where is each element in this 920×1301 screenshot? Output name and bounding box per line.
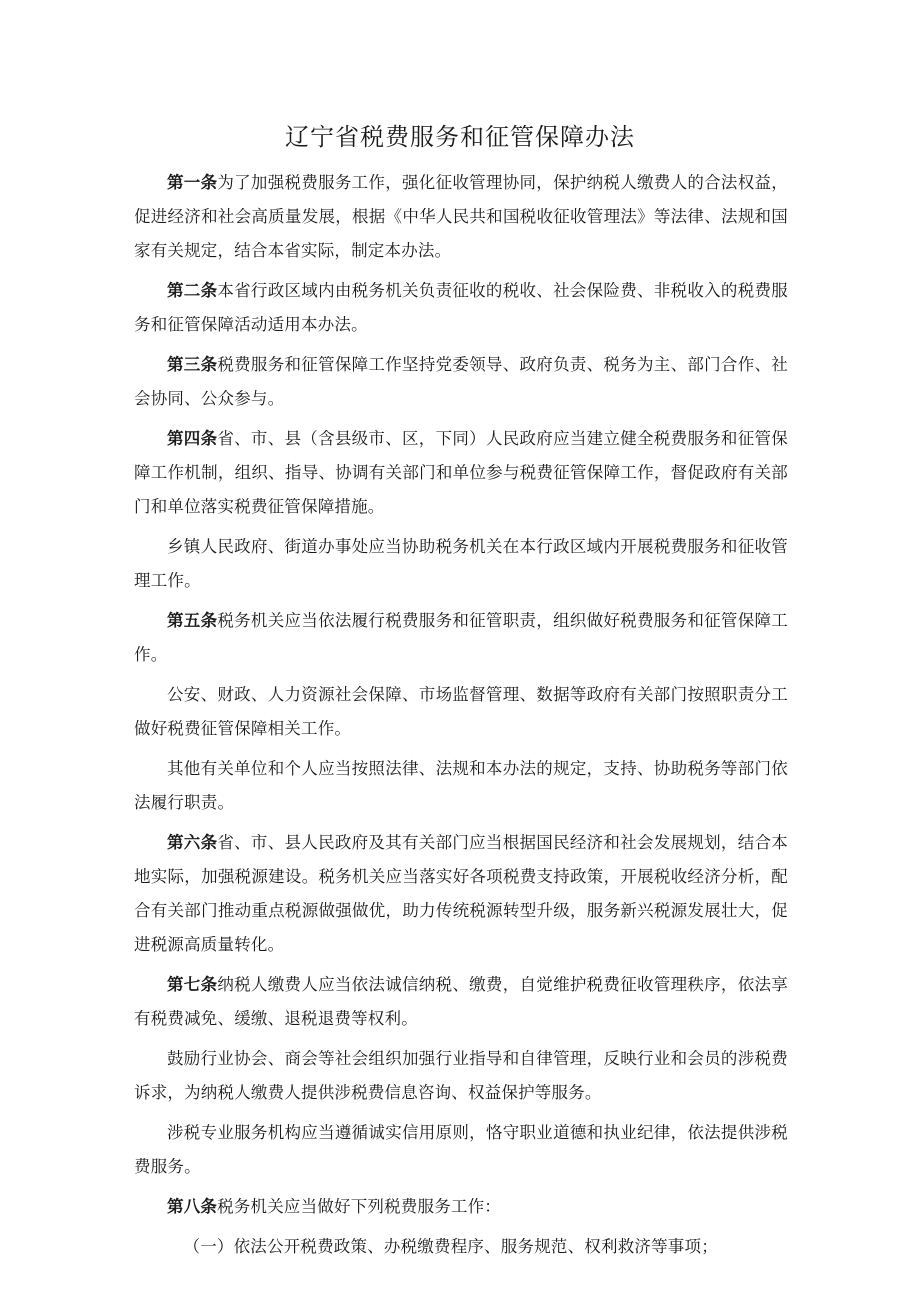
body-paragraph (134, 1116, 788, 1184)
body-paragraph (134, 752, 788, 820)
article-number: 第四条 (167, 429, 218, 448)
article-number: 第八条 (167, 1197, 218, 1216)
article-paragraph (134, 968, 788, 1036)
article-number: 第七条 (167, 975, 218, 994)
body-paragraph (134, 1230, 788, 1264)
body-paragraph (134, 1042, 788, 1110)
paragraph-text: 省、市、县（含县级市、区，下同）人民政府应当建立健全税费服务和征管保障工作机制，组织、指导、协调有关部门和单位参与税费征管保障工作，督促政府有关部门和单位落实税费征管保障措施。 (134, 429, 788, 516)
paragraph-text: 本省行政区域内由税务机关负责征收的税收、社会保险费、非税收入的税费服务和征管保障活动适用本办法。 (134, 281, 788, 334)
document-title: 辽宁省税费服务和征管保障办法 (285, 123, 635, 151)
paragraph-text: 为了加强税费服务工作，强化征收管理协同，保护纳税人缴费人的合法权益，促进经济和社会高质量发展，根据《中华人民共和国税收征收管理法》等法律、法规和国家有关规定，结合本省实际，制定本办法。 (134, 173, 788, 260)
article-number: 第三条 (167, 355, 218, 374)
paragraph-text: 纳税人缴费人应当依法诚信纳税、缴费，自觉维护税费征收管理秩序，依法享有税费减免、缓缴、退税退费等权利。 (134, 975, 788, 1028)
article-paragraph (134, 826, 788, 962)
body-paragraph (134, 530, 788, 598)
paragraph-text: 税务机关应当做好下列税费服务工作： (217, 1197, 502, 1216)
paragraph-text: 税务机关应当依法履行税费服务和征管职责，组织做好税费服务和征管保障工作。 (134, 611, 788, 664)
article-paragraph (134, 166, 788, 268)
body-paragraph (134, 678, 788, 746)
article-number: 第二条 (167, 281, 218, 300)
paragraph-text: （一）依法公开税费政策、办税缴费程序、服务规范、权利救济等事项； (183, 1237, 718, 1256)
article-number: 第一条 (167, 173, 218, 192)
paragraph-text: 公安、财政、人力资源社会保障、市场监督管理、数据等政府有关部门按照职责分工做好税费征管保障相关工作。 (134, 685, 788, 738)
article-paragraph (134, 274, 788, 342)
article-paragraph (134, 422, 788, 524)
paragraph-text: 税费服务和征管保障工作坚持党委领导、政府负责、税务为主、部门合作、社会协同、公众参与。 (134, 355, 788, 408)
paragraph-text: 乡镇人民政府、街道办事处应当协助税务机关在本行政区域内开展税费服务和征收管理工作。 (134, 537, 788, 590)
document-body (134, 166, 788, 1270)
article-paragraph (134, 1190, 788, 1224)
article-number: 第六条 (167, 833, 218, 852)
article-paragraph (134, 604, 788, 672)
paragraph-text: 其他有关单位和个人应当按照法律、法规和本办法的规定，支持、协助税务等部门依法履行职责。 (134, 759, 788, 812)
article-number: 第五条 (167, 611, 218, 630)
paragraph-text: 鼓励行业协会、商会等社会组织加强行业指导和自律管理，反映行业和会员的涉税费诉求，为纳税人缴费人提供涉税费信息咨询、权益保护等服务。 (134, 1049, 788, 1102)
paragraph-text: 涉税专业服务机构应当遵循诚实信用原则，恪守职业道德和执业纪律，依法提供涉税费服务。 (134, 1123, 788, 1176)
paragraph-text: 省、市、县人民政府及其有关部门应当根据国民经济和社会发展规划，结合本地实际，加强税源建设。税务机关应当落实好各项税费支持政策，开展税收经济分析，配合有关部门推动重点税源做强做优，助力传统税源转型升级，服务新兴税源发展壮大，促进税源高质量转化。 (134, 833, 788, 954)
article-paragraph (134, 348, 788, 416)
